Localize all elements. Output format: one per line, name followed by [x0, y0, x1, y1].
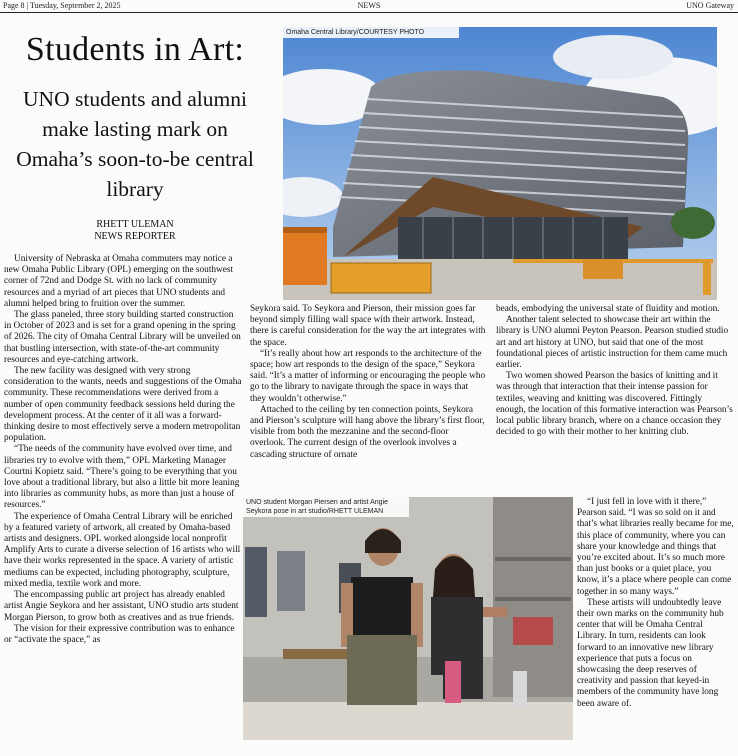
- byline-name: RHETT ULEMAN: [96, 219, 174, 230]
- paragraph: beads, embodying the universal state of fluidity and motion.: [496, 304, 720, 314]
- library-photo: [283, 27, 717, 300]
- paragraph: These artists will undoubtedly leave their own marks on the community hub center that will be Omaha Central Library. In turn, residents can look forward to an innovative new library experience that puts a focus on showcasing the deep reserves of creativity and passion that keyed-in members of the community have long been aware of.: [577, 597, 724, 709]
- headline: Students in Art:: [25, 31, 245, 68]
- paragraph: University of Nebraska at Omaha commuters may notice a new Omaha Public Library (OPL) emerging on the southwest corner of 72nd and Dodge St. with no lack of community resources and a myriad of art pieces that UNO students and alumni helped bring to fruition over the summer.: [4, 254, 234, 309]
- library-building-illustration: [283, 27, 717, 300]
- paragraph: Two women showed Pearson the basics of knitting and it was through that interaction that their intense passion for textiles, weaving and knitting was discovered. Fittingly enough, the location of this formative interaction was Pearson’s local public library branch, where on a chance occasion they decided to go with their mother to her knitting club.: [496, 371, 733, 438]
- article-column-1: [4, 254, 242, 750]
- publication-name: UNO Gateway: [686, 1, 734, 10]
- library-photo-caption: Omaha Central Library/COURTESY PHOTO: [283, 27, 459, 38]
- subheadline: UNO students and alumni make lasting mark on Omaha’s soon-to-be central library: [16, 87, 254, 201]
- paragraph: The glass paneled, three story building started construction in October of 2023 and is set for a grand opening in the spring of 2026. The city of Omaha Central Library will be unveiled on that bustling intersection, with state-of-the-art community resources and eye-catching artwork.: [4, 310, 241, 365]
- article-column-2: [250, 304, 486, 496]
- byline-title: NEWS REPORTER: [94, 231, 176, 242]
- section-name: NEWS: [357, 1, 381, 10]
- artists-studio-illustration: [243, 497, 573, 740]
- page-header: [0, 0, 738, 13]
- paragraph: Attached to the ceiling by ten connection points, Seykora and Pierson’s sculpture will hang above the library’s first floor, visible from both the mezzanine and the second-floor overlook. The current design of the overlook involves a cascading structure of ornate: [250, 404, 485, 460]
- article-column-4: [577, 497, 734, 737]
- page-number-date: Page 8 | Tuesday, September 2, 2025: [3, 1, 121, 10]
- paragraph: “I just fell in love with it there,” Pearson said. “I was so sold on it and that’s what libraries really became for me, this place of community, where you can share your knowledge and things that you’re excited about. It’s so much more than just books or a quiet place, you know, it’s a place where people can come together in so many ways.”: [577, 497, 734, 597]
- paragraph: The new facility was designed with very strong consideration to the wants, needs and suggestions of the Omaha community. These recommendations were derived from a number of open community feedback sessions held during the development process. At the center of it all was a forward-thinking desire to most effectively serve a modern metropolitan population.: [4, 366, 242, 444]
- paragraph: The vision for their expressive contribution was to enhance or “activate the space,” as: [4, 623, 235, 645]
- paragraph: The encompassing public art project has already enabled artist Angie Seykora and her assistant, UNO studio arts student Morgan Pierson, to grow both as creatives and as true friends.: [4, 590, 239, 623]
- paragraph: Seykora said. To Seykora and Pierson, their mission goes far beyond simply filling wall space with their artwork. Instead, there is careful consideration for the way the art integrates with the space.: [250, 304, 486, 348]
- artists-photo: [243, 497, 573, 740]
- article-column-3: [496, 304, 734, 496]
- paragraph: “The needs of the community have evolved over time, and libraries try to evolve with them,” OPL Marketing Manager Courtni Kopietz said. “There’s going to be everything that you love about a traditional library, but also a little bit more leaning into libraries as community hubs, as more than just a house of resources.”: [4, 444, 240, 511]
- paragraph: The experience of Omaha Central Library will be enriched by a featured variety of artwork, all created by Omaha-based artists and designers. OPL worked alongside local nonprofit Amplify Arts to curate a diverse selection of 16 artists who will have their works represented in the space. A variety of artistic mediums can be expected, including photography, sculpture, mixed media, textile work and more.: [4, 511, 241, 589]
- paragraph: “It’s really about how art responds to the architecture of the space; how art responds to the design of the space,” Seykora said. “It’s a matter of informing or encouraging the people who go to the library to navigate through the space in ways that they wouldn’t otherwise.”: [250, 348, 486, 404]
- artists-photo-caption: UNO student Morgan Piersen and artist Angie Seykora pose in art studio/RHETT ULEMAN: [243, 497, 409, 517]
- paragraph: Another talent selected to showcase their art within the library is UNO alumni Peyton Pearson. Pearson studied studio art and art history at UNO, but said that one of the most foundational pieces of artistic instruction for them came much earlier.: [496, 315, 729, 371]
- byline: [4, 219, 266, 243]
